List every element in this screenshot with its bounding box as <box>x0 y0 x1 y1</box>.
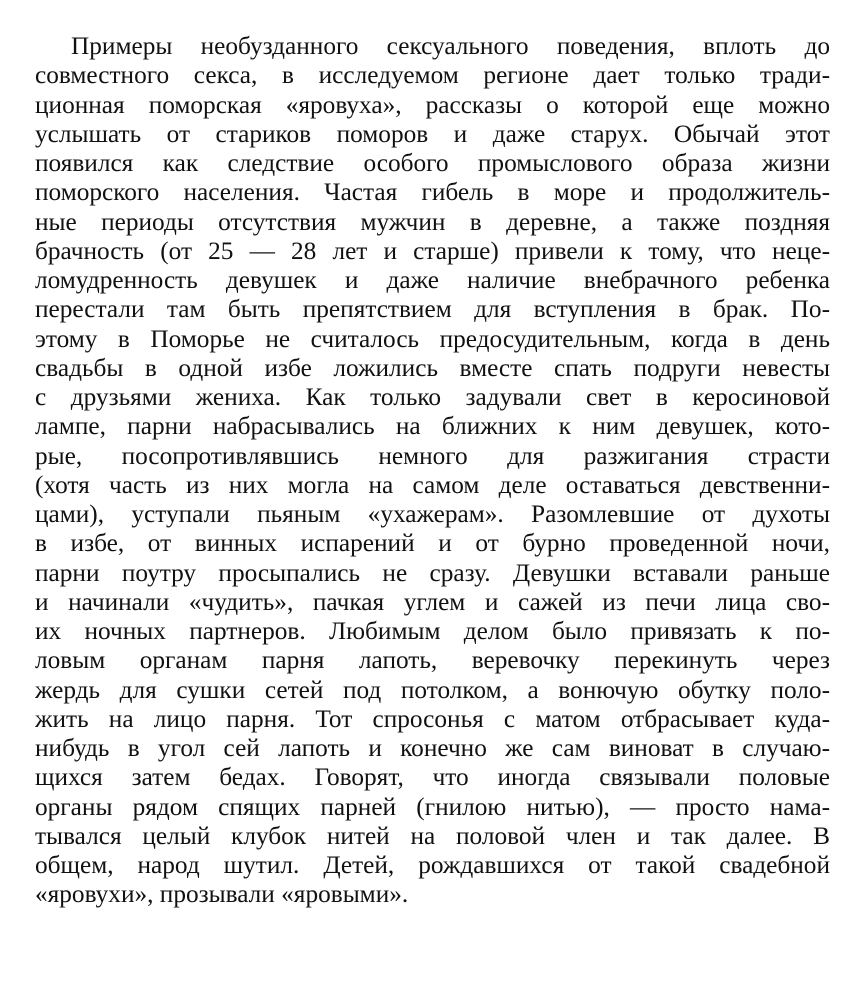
text-line: (хотя часть из них могла на самом деле оставаться девственни- <box>35 470 830 499</box>
text-line: нибудь в угол сей лапоть и конечно же сам виноват в случаю- <box>35 734 830 762</box>
text-line: с друзьями жениха. Как только задували свет в керосиновой <box>35 383 830 411</box>
text-line: совместного секса, в исследуемом регионе дает только тради- <box>35 61 830 90</box>
text-line: брачность (от 25 — 28 лет и старше) привели к тому, что неце- <box>35 236 830 265</box>
body-paragraph <box>35 32 830 910</box>
text-line: поморского населения. Частая гибель в море и продолжитель- <box>35 178 830 207</box>
text-line: щихся затем бедах. Говорят, что иногда связывали половые <box>35 763 830 792</box>
text-line: парни поутру просыпались не сразу. Девушки вставали раньше <box>35 558 830 587</box>
text-line: их ночных партнеров. Любимым делом было привязать к по- <box>35 617 830 645</box>
text-line: свадьбы в одной избе ложились вместе спать подруги невесты <box>35 353 830 382</box>
text-line: ловым органам парня лапоть, веревочку перекинуть через <box>35 646 830 675</box>
text-line: ные периоды отсутствия мужчин в деревне, а также поздняя <box>35 207 830 236</box>
text-line: ционная поморская «яровуха», рассказы о которой еще можно <box>35 90 830 119</box>
text-line: ломудренность девушек и даже наличие внебрачного ребенка <box>35 266 830 294</box>
text-line: перестали там быть препятствием для вступления в брак. По- <box>35 295 830 324</box>
text-line: цами), уступали пьяным «ухажерам». Разомлевшие от духоты <box>35 500 830 528</box>
text-line: и начинали «чудить», пачкая углем и сажей из печи лица сво- <box>35 587 830 616</box>
text-line: общем, народ шутил. Детей, рождавшихся от такой свадебной <box>35 851 830 879</box>
text-line: рые, посопротивлявшись немного для разжигания страсти <box>35 441 830 470</box>
text-line: жердь для сушки сетей под потолком, а вонючую обутку поло- <box>35 675 830 704</box>
text-line: услышать от стариков поморов и даже старух. Обычай этот <box>35 119 830 148</box>
text-line: в избе, от винных испарений и от бурно проведенной ночи, <box>35 529 830 558</box>
text-line: Примеры необузданного сексуального поведения, вплоть до <box>71 32 830 60</box>
text-line: появился как следствие особого промыслового образа жизни <box>35 149 830 177</box>
text-line: жить на лицо парня. Тот спросонья с матом отбрасывает куда- <box>35 704 830 733</box>
text-line: «яровухи», прозывали «яровыми». <box>35 880 409 909</box>
text-line: этому в Поморье не считалось предосудительным, когда в день <box>35 324 830 353</box>
document-page <box>35 32 830 910</box>
text-line: тывался целый клубок нитей на половой член и так далее. В <box>35 821 830 850</box>
text-line: органы рядом спящих парней (гнилою нитью), — просто нама- <box>35 792 830 821</box>
text-line: лампе, парни набрасывались на ближних к ним девушек, кото- <box>35 412 830 441</box>
